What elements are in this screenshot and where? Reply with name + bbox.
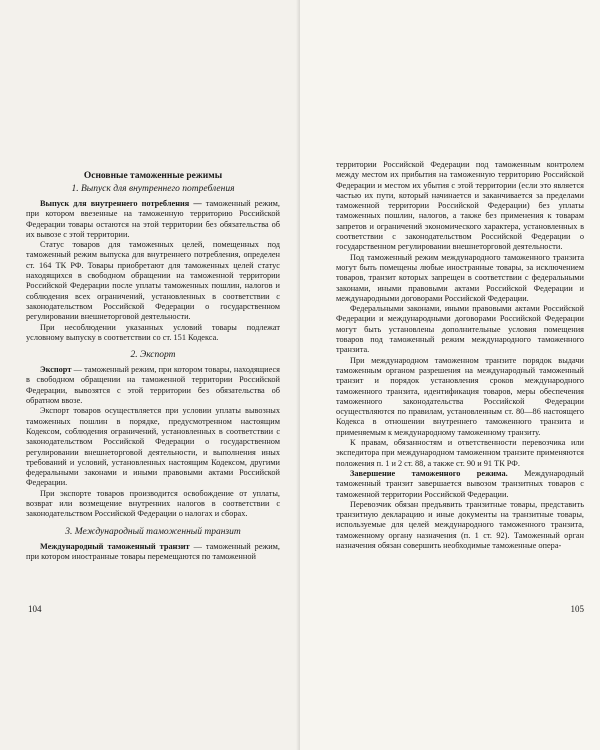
right-text-column [336, 160, 584, 551]
term-release: Выпуск для внутреннего потребления — [40, 199, 202, 208]
right-page [300, 0, 600, 750]
term-export: Экспорт [40, 365, 72, 375]
right-paragraph-6: Завершение таможенного режима. Международный таможенный транзит завершается вывозом транзитных товаров с таможенной территории Российской Федерации. [336, 468, 584, 499]
section-2-paragraph-1: Экспорт — таможенный режим, при котором товары, находящиеся в свободном обращении на таможенной территории Российской Федерации, вывозятся с этой территории без обязательства об обратном ввозе. [26, 365, 280, 406]
section-1-paragraph-3: При несоблюдении указанных условий товары подлежат условному выпуску в соответствии со ст. 151 Кодекса. [26, 322, 280, 342]
right-paragraph-2: Под таможенный режим международного таможенного транзита могут быть помещены любые иностранные товары, за исключением товаров, транзит которых запрещен в соответствии с федеральными законами, иными правовыми актами Российской Федерации и международными договорами Российской Федерации. [336, 252, 584, 303]
right-paragraph-7: Перевозчик обязан предъявить транзитные товары, представить транзитную декларацию и иные документы на транзитные товары, используемые для целей международного таможенного транзита, таможенному органу назначения (п. 1 ст. 92). Таможенный орган назначения обязан совершить необходимые таможенные опера- [336, 499, 584, 550]
term-transit: Международный таможенный транзит [40, 541, 190, 551]
section-2-paragraph-2: Экспорт товаров осуществляется при условии уплаты вывозных таможенных пошлин в порядке, предусмотренном настоящим Кодексом, соблюдения ограничений, установленных в соответствии с законодательством Российской Федерации о государственном регулировании внешнеторговой деятельности, и выполнения иных требований и условий, установленных настоящим Кодексом, другими федеральными законами и иными правовыми актами Российской Федерации. [26, 406, 280, 488]
right-paragraph-3: Федеральными законами, иными правовыми актами Российской Федерации и международными договорами Российской Федерации могут быть установлены дополнительные условия помещения товаров под таможенный режим международного таможенного транзита. [336, 304, 584, 355]
page-heading: Основные таможенные режимы [83, 171, 223, 181]
section-3-paragraph-1: Международный таможенный транзит — таможенный режим, при котором иностранные товары перемещаются по таможенной [26, 541, 280, 561]
section-2-title: 2. Экспорт [130, 350, 176, 361]
section-2-paragraph-3: При экспорте товаров производится освобождение от уплаты, возврат или возмещение внутренних налогов в соответствии с законодательством Российской Федерации о налогах и сборах. [26, 488, 280, 519]
right-paragraph-4: При международном таможенном транзите порядок выдачи таможенным органом разрешения на международный таможенный транзит и порядок установления сроков международного таможенного транзита, идентификация товаров, меры обеспечения таможенного законодательства Российской Федерации осуществляются по правилам, установленным ст. 80—86 настоящего Кодекса в отношении внутреннего таможенного транзита и применяемым к международному таможенному транзиту. [336, 355, 584, 437]
page-number-right: 105 [570, 604, 584, 614]
section-1-paragraph-2: Статус товаров для таможенных целей, помещенных под таможенный режим выпуска для внутреннего потребления, определен ст. 164 ТК РФ. Товары приобретают для таможенных целей статус находящихся в свободном обращении на таможенной территории Российской Федерации после уплаты таможенных пошлин, налогов и соблюдения всех ограничений, установленных в соответствии с законодательством Российской Федерации о государственном регулировании внешнеторговой деятельности. [26, 240, 280, 322]
section-1-paragraph-1: Выпуск для внутреннего потребления — таможенный режим, при котором ввезенные на таможенную территорию Российской Федерации товары остаются на этой территории без обязательства об их вывозе с этой территории. [26, 199, 280, 239]
section-3-title: 3. Международный таможенный транзит [65, 526, 241, 537]
page-number-left: 104 [28, 604, 42, 614]
term-completion: Завершение таможенного режима. [350, 468, 508, 478]
left-text-column [26, 170, 280, 562]
right-paragraph-5: К правам, обязанностям и ответственности перевозчика или экспедитора при международном таможенном транзите применяются положения п. 1 и 2 ст. 88, а также ст. 90 и 91 ТК РФ. [336, 438, 584, 468]
section-1-title: 1. Выпуск для внутреннего потребления [71, 184, 235, 194]
right-paragraph-1: территории Российской Федерации под таможенным контролем между местом их прибытия на таможенную территорию Российской Федерации и местом их убытия с этой территории (если это является частью их пути, который начинается и заканчивается за пределами таможенной территории Российской Федерации) без уплаты таможенных пошлин, налогов, а также без применения к товарам запретов и ограничений экономического характера, установленных в соответствии с законодательством Российской Федерации о государственном регулировании внешнеторговой деятельности. [336, 160, 584, 252]
